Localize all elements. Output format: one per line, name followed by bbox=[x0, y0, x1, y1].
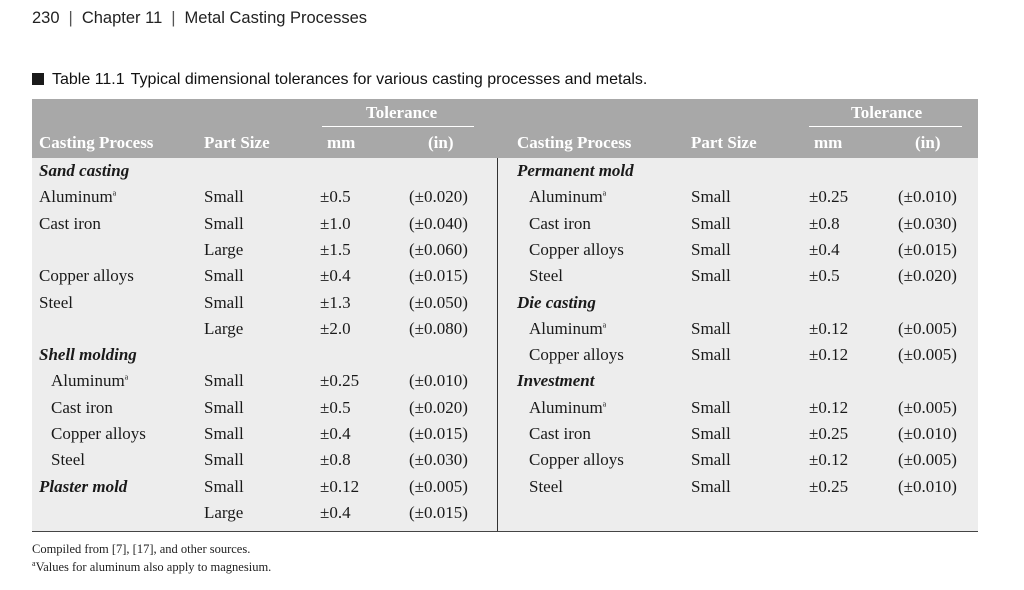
part-size: Small bbox=[691, 266, 731, 285]
process-name bbox=[529, 477, 563, 497]
part-size: Small bbox=[691, 319, 731, 338]
tolerance-mm: ±0.25 bbox=[809, 187, 849, 206]
process-text: Cast iron bbox=[39, 214, 101, 233]
part-size: Large bbox=[204, 319, 244, 338]
table-row bbox=[32, 187, 978, 213]
category-row bbox=[32, 161, 978, 187]
tolerance-mm: ±0.12 bbox=[809, 450, 849, 469]
header-in: (in) bbox=[915, 133, 941, 152]
category-label bbox=[517, 293, 596, 313]
tolerance-in: (±0.005) bbox=[898, 319, 957, 338]
tolerance-mm: ±0.8 bbox=[809, 214, 840, 233]
tolerance-mm: ±0.25 bbox=[809, 424, 849, 443]
tolerance-in: (±0.050) bbox=[409, 293, 468, 312]
tolerance-in: (±0.020) bbox=[898, 266, 957, 285]
footnote-mark: a bbox=[602, 320, 607, 330]
part-size: Small bbox=[204, 371, 244, 390]
header-casting-process: Casting Process bbox=[517, 133, 632, 152]
tolerance-in: (±0.015) bbox=[409, 503, 468, 522]
tolerance-mm: ±1.5 bbox=[320, 240, 351, 259]
table-row bbox=[32, 450, 978, 476]
tolerance-mm: ±0.12 bbox=[809, 319, 849, 338]
tolerance-mm: ±0.12 bbox=[809, 398, 849, 417]
tolerance-in: (±0.080) bbox=[409, 319, 468, 338]
table-row bbox=[32, 398, 978, 424]
tolerance-in: (±0.020) bbox=[409, 187, 468, 206]
process-name bbox=[529, 398, 606, 418]
part-size: Small bbox=[204, 293, 244, 312]
caption-text: Typical dimensional tolerances for various casting processes and metals. bbox=[130, 71, 648, 88]
running-head bbox=[32, 9, 367, 28]
table-row bbox=[32, 477, 978, 503]
part-size: Small bbox=[204, 398, 244, 417]
part-size: Small bbox=[204, 424, 244, 443]
process-name bbox=[529, 187, 606, 207]
process-text: Copper alloys bbox=[51, 424, 146, 443]
tolerance-mm: ±0.5 bbox=[809, 266, 840, 285]
tolerance-in: (±0.040) bbox=[409, 214, 468, 233]
footnote-mark: a bbox=[602, 188, 607, 198]
process-text: Cast iron bbox=[51, 398, 113, 417]
part-size: Small bbox=[691, 477, 731, 496]
header-rule bbox=[809, 126, 962, 127]
process-text: Shell molding bbox=[39, 345, 137, 364]
process-text: Sand casting bbox=[39, 161, 130, 180]
part-size: Small bbox=[691, 187, 731, 206]
source-note: Compiled from [7], [17], and other sources. bbox=[32, 542, 251, 556]
table-bottom-rule bbox=[32, 531, 978, 532]
header-rule bbox=[322, 126, 474, 127]
part-size: Small bbox=[691, 345, 731, 364]
header-part-size: Part Size bbox=[204, 133, 270, 152]
chapter-label: Chapter 11 bbox=[81, 9, 163, 27]
tolerance-mm: ±0.4 bbox=[809, 240, 840, 259]
table-row bbox=[32, 319, 978, 345]
tolerance-in: (±0.010) bbox=[898, 477, 957, 496]
footnote-mark: a bbox=[602, 399, 607, 409]
table-header bbox=[32, 99, 978, 158]
process-text: Die casting bbox=[517, 293, 596, 312]
process-text: Aluminum bbox=[51, 371, 125, 390]
part-size: Small bbox=[204, 477, 244, 496]
process-text: Investment bbox=[517, 371, 595, 390]
table-row bbox=[32, 240, 978, 266]
header-mm: mm bbox=[327, 133, 356, 152]
tolerance-mm: ±0.5 bbox=[320, 398, 351, 417]
tolerance-mm: ±0.25 bbox=[809, 477, 849, 496]
tolerance-in: (±0.060) bbox=[409, 240, 468, 259]
part-size: Small bbox=[691, 450, 731, 469]
footnote-mark: a bbox=[32, 558, 36, 568]
process-text: Permanent mold bbox=[517, 161, 634, 180]
table-row bbox=[32, 503, 978, 529]
tolerance-mm: ±0.25 bbox=[320, 371, 360, 390]
process-text: Copper alloys bbox=[529, 240, 624, 259]
footnote-mark: a bbox=[124, 372, 129, 382]
tolerance-in: (±0.015) bbox=[898, 240, 957, 259]
process-text: Copper alloys bbox=[529, 450, 624, 469]
tolerance-in: (±0.030) bbox=[409, 450, 468, 469]
header-mm: mm bbox=[814, 133, 843, 152]
part-size: Small bbox=[204, 266, 244, 285]
process-name bbox=[529, 450, 624, 470]
tolerance-mm: ±0.4 bbox=[320, 266, 351, 285]
square-bullet-icon bbox=[32, 73, 44, 85]
process-text: Plaster mold bbox=[39, 477, 128, 496]
tolerance-in: (±0.005) bbox=[409, 477, 468, 496]
table-notes bbox=[32, 540, 271, 576]
process-text: Steel bbox=[39, 293, 73, 312]
process-text: Aluminum bbox=[529, 187, 603, 206]
tolerance-mm: ±2.0 bbox=[320, 319, 351, 338]
header-part-size: Part Size bbox=[691, 133, 757, 152]
tolerance-in: (±0.005) bbox=[898, 450, 957, 469]
tolerance-in: (±0.020) bbox=[409, 398, 468, 417]
process-text: Steel bbox=[529, 266, 563, 285]
process-text: Aluminum bbox=[39, 187, 113, 206]
table-number: Table 11.1 bbox=[52, 71, 125, 88]
tolerance-mm: ±0.12 bbox=[809, 345, 849, 364]
table-row bbox=[32, 424, 978, 450]
header-casting-process: Casting Process bbox=[39, 133, 154, 152]
tolerance-in: (±0.015) bbox=[409, 266, 468, 285]
process-name bbox=[529, 319, 606, 339]
process-text: Cast iron bbox=[529, 214, 591, 233]
separator: | bbox=[171, 9, 176, 27]
separator: | bbox=[68, 9, 73, 27]
part-size: Small bbox=[204, 450, 244, 469]
category-row bbox=[32, 293, 978, 319]
process-text: Steel bbox=[51, 450, 85, 469]
process-text: Steel bbox=[529, 477, 563, 496]
part-size: Small bbox=[204, 214, 244, 233]
process-name bbox=[529, 240, 624, 260]
table-row bbox=[32, 266, 978, 292]
tolerance-in: (±0.010) bbox=[898, 424, 957, 443]
part-size: Small bbox=[691, 424, 731, 443]
header-tolerance: Tolerance bbox=[851, 103, 923, 122]
tolerance-mm: ±1.3 bbox=[320, 293, 351, 312]
process-name bbox=[529, 345, 624, 365]
table-row bbox=[32, 214, 978, 240]
tolerance-in: (±0.010) bbox=[409, 371, 468, 390]
tolerance-table bbox=[32, 99, 978, 532]
part-size: Small bbox=[691, 240, 731, 259]
tolerance-mm: ±0.5 bbox=[320, 187, 351, 206]
tolerance-mm: ±0.4 bbox=[320, 424, 351, 443]
footnote bbox=[32, 558, 271, 576]
process-text: Copper alloys bbox=[529, 345, 624, 364]
header-in: (in) bbox=[428, 133, 454, 152]
part-size: Small bbox=[691, 398, 731, 417]
category-label bbox=[517, 371, 594, 391]
process-text: Cast iron bbox=[529, 424, 591, 443]
process-name bbox=[529, 424, 591, 444]
footnote-text: Values for aluminum also apply to magnesium. bbox=[35, 560, 272, 574]
table-caption bbox=[32, 71, 647, 89]
table-row bbox=[32, 345, 978, 371]
header-tolerance: Tolerance bbox=[366, 103, 438, 122]
part-size: Large bbox=[204, 503, 244, 522]
tolerance-mm: ±0.8 bbox=[320, 450, 351, 469]
category-label bbox=[517, 161, 634, 181]
footnote-mark: a bbox=[112, 188, 117, 198]
chapter-title: Metal Casting Processes bbox=[184, 9, 368, 27]
tolerance-mm: ±0.12 bbox=[320, 477, 360, 496]
tolerance-in: (±0.015) bbox=[409, 424, 468, 443]
part-size: Small bbox=[691, 214, 731, 233]
tolerance-mm: ±1.0 bbox=[320, 214, 351, 233]
process-name bbox=[529, 266, 563, 286]
tolerance-in: (±0.030) bbox=[898, 214, 957, 233]
process-text: Aluminum bbox=[529, 319, 603, 338]
tolerance-mm: ±0.4 bbox=[320, 503, 351, 522]
category-row bbox=[32, 371, 978, 397]
process-text: Aluminum bbox=[529, 398, 603, 417]
tolerance-in: (±0.010) bbox=[898, 187, 957, 206]
process-text: Copper alloys bbox=[39, 266, 134, 285]
part-size: Large bbox=[204, 240, 244, 259]
page-number: 230 bbox=[32, 9, 60, 27]
tolerance-in: (±0.005) bbox=[898, 398, 957, 417]
part-size: Small bbox=[204, 187, 244, 206]
process-name bbox=[529, 214, 591, 234]
tolerance-in: (±0.005) bbox=[898, 345, 957, 364]
